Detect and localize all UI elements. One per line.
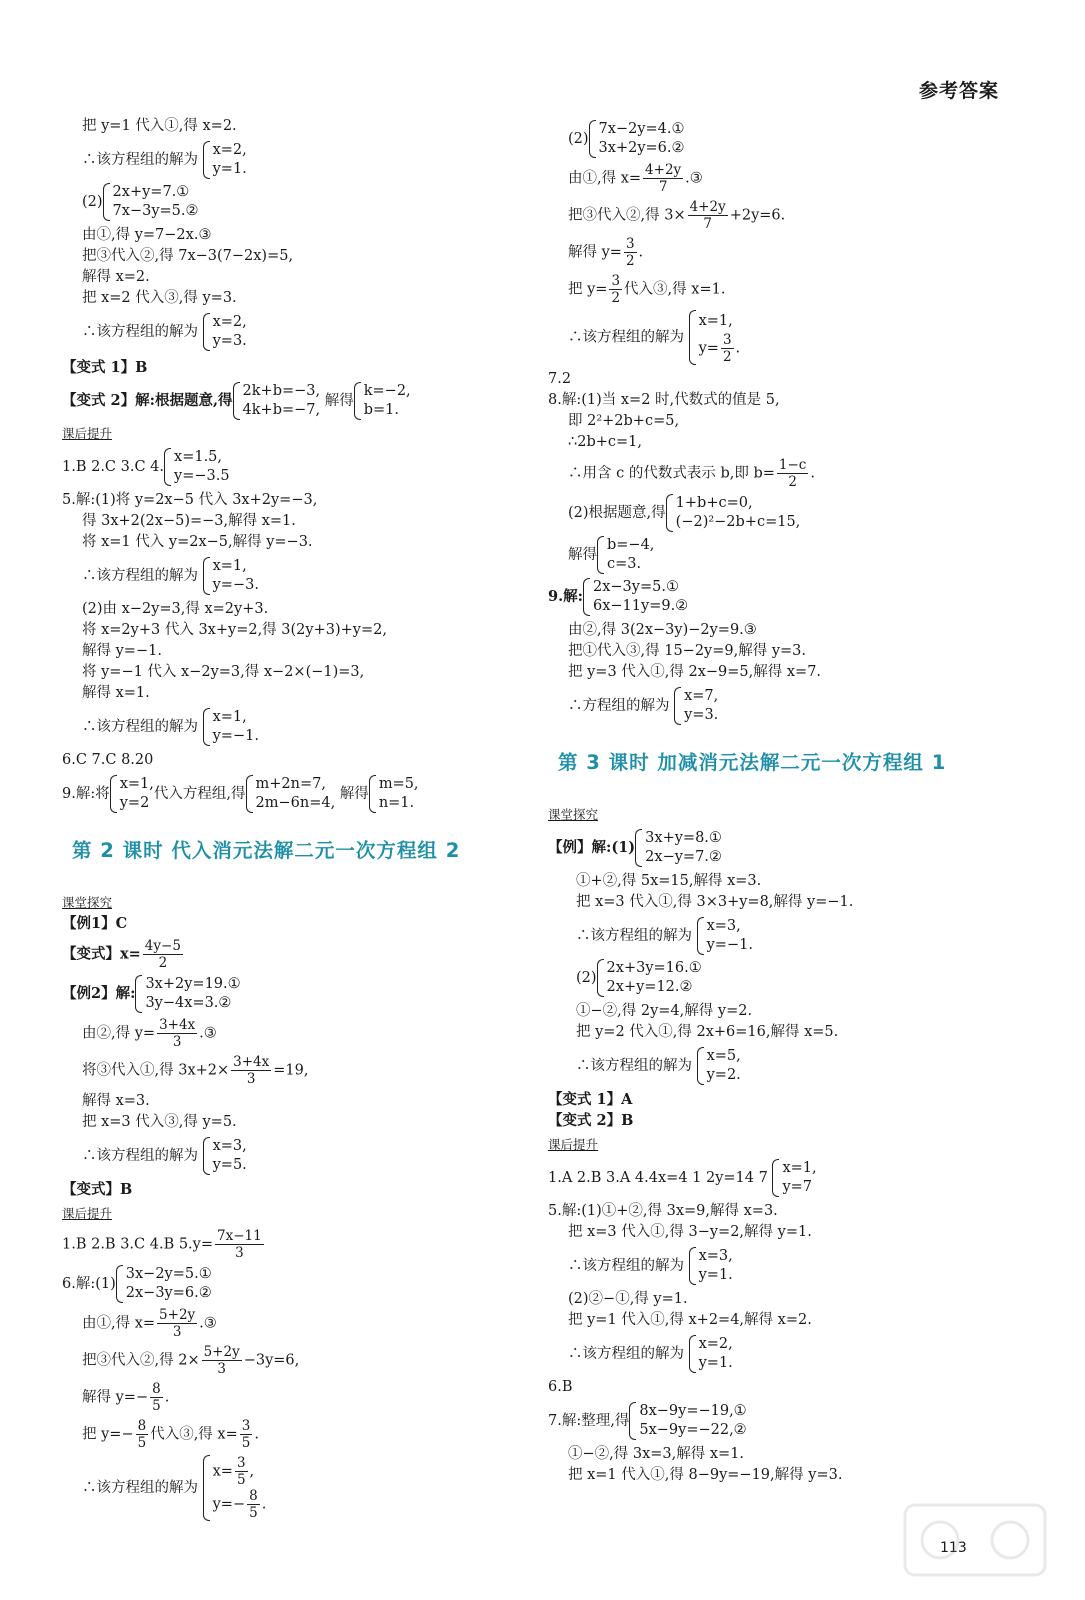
equation-system: 3x−2y=5.① 2x−3y=6.② <box>116 1265 212 1303</box>
text-line: 把 x=3 代入①,得 3−y=2,解得 y=1. <box>568 1224 812 1240</box>
solution-line: ∴该方程组的解为 x=1, y=−3. <box>82 558 259 593</box>
text-line: 把 x=1 代入①,得 8−9y=−19,解得 y=3. <box>568 1467 843 1483</box>
answer-line: 6.B <box>548 1379 573 1395</box>
solution-line: ∴该方程组的解为 x= $\frac{3}{5}$ , y=− $\frac{8}{5}$ . <box>82 1455 267 1521</box>
brace-icon <box>116 1265 123 1303</box>
answer-system: 6.解:(1) 3x−2y=5.① 2x−3y=6.② <box>62 1266 212 1301</box>
text-line: 5.解:(1)将 y=2x−5 代入 3x+2y=−3, <box>62 492 318 508</box>
fraction: $\frac{3}{2}$ <box>625 236 635 269</box>
text-line: 把 y=1 代入①,得 x=2. <box>82 118 237 134</box>
equation-system: b=−4, c=3. <box>597 536 654 574</box>
section-label: 课后提升 <box>62 1206 113 1221</box>
equation-system: x=1, y=−3. <box>203 557 259 595</box>
system-line: (2) 7x−2y=4.① 3x+2y=6.② <box>568 121 685 156</box>
lesson-title: 第 3 课时 加减消元法解二元一次方程组 1 <box>558 751 947 774</box>
brace-icon <box>103 183 110 221</box>
text-line: (2)由 x−2y=3,得 x=2y+3. <box>82 601 269 617</box>
text-line: 8.解:(1)当 x=2 时,代数式的值是 5, <box>548 392 780 408</box>
example-system: 【例】解:(1) 3x+y=8.① 2x−y=7.② <box>548 830 722 865</box>
text-line: 由①,得 x= $\frac{4+2y}{7}$ .③ <box>568 162 703 195</box>
text-line: 将③代入①,得 3x+2× $\frac{3+4x}{3}$ =19, <box>82 1054 309 1087</box>
equation-system: x=1, y=−1. <box>203 708 259 746</box>
text-line: ①−②,得 2y=4,解得 y=2. <box>576 1003 753 1019</box>
fraction: $\frac{8}{5}$ <box>249 1488 258 1521</box>
variant-answer: 【变式 1】A <box>548 1091 633 1108</box>
equation-system: x=1, y=7 <box>772 1159 816 1197</box>
fraction: $\frac{4+2y}{7}$ <box>645 162 682 195</box>
brace-icon <box>135 975 142 1013</box>
text-line: 5.解:(1)①+②,得 3x=9,解得 x=3. <box>548 1203 778 1219</box>
text-line: 解得 y=− $\frac{8}{5}$ . <box>82 1381 170 1414</box>
equation-system: x=2, y=3. <box>203 313 247 351</box>
section-label: 课堂探究 <box>62 895 113 910</box>
equation-system: x=5, y=2. <box>697 1047 741 1085</box>
brace-icon <box>635 829 642 867</box>
text-line: 解得 y=−1. <box>82 643 162 659</box>
brace-icon <box>164 448 171 486</box>
text-line: 由①,得 x= $\frac{5+2y}{3}$ .③ <box>82 1307 217 1340</box>
brace-icon <box>203 313 210 351</box>
text-line: 把③代入②,得 2× $\frac{5+2y}{3}$ −3y=6, <box>82 1344 300 1377</box>
section-label: 课后提升 <box>62 426 113 441</box>
left-column <box>62 116 530 1525</box>
brace-icon <box>203 1137 210 1175</box>
brace-icon <box>697 1047 704 1085</box>
text-line: 解得 x=1. <box>82 685 150 701</box>
equation-system: 2x−3y=5.① 6x−11y=9.② <box>583 578 688 616</box>
solution-line: ∴该方程组的解为 x=1, y=−1. <box>82 709 259 744</box>
text-line: ①−②,得 3x=3,解得 x=1. <box>568 1446 745 1462</box>
brace-icon <box>629 1402 636 1440</box>
equation-system: x=3, y=5. <box>203 1137 247 1175</box>
lesson-title: 第 2 课时 代入消元法解二元一次方程组 2 <box>72 839 461 862</box>
equation-system: x=2, y=1. <box>689 1335 733 1373</box>
text-line: 把 x=2 代入③,得 y=3. <box>82 290 237 306</box>
brace-icon <box>203 1455 210 1521</box>
solution-line: ∴该方程组的解为 x=1, y= $\frac{3}{2}$ . <box>548 310 1028 365</box>
text-line: 由①,得 y=7−2x.③ <box>82 227 212 243</box>
equation-system: 2x+y=7.① 7x−3y=5.② <box>103 183 199 221</box>
text-line: 得 3x+2(2x−5)=−3,解得 x=1. <box>82 513 296 529</box>
brace-icon <box>110 775 117 813</box>
solution-line: ∴该方程组的解为 x=3, y=5. <box>82 1138 247 1173</box>
section-label: 课后提升 <box>548 1137 599 1152</box>
system-line: (2) 2x+y=7.① 7x−3y=5.② <box>82 184 199 219</box>
text-line: 把 y=2 代入①,得 2x+6=16,解得 x=5. <box>576 1024 839 1040</box>
equation-system: 8x−9y=−19,① 5x−9y=−22,② <box>629 1402 746 1440</box>
system-line: (2) 2x+3y=16.① 2x+y=12.② <box>576 960 702 995</box>
section-label: 课堂探究 <box>548 807 599 822</box>
equation-system: x=3, y=1. <box>689 1247 733 1285</box>
solution-line: ∴该方程组的解为 x=2, y=1. <box>82 142 247 177</box>
equation-system: k=−2, b=1. <box>354 382 411 420</box>
brace-icon <box>666 494 673 532</box>
fraction: $\frac{8}{5}$ <box>137 1418 147 1451</box>
text-line: ∴用含 c 的代数式表示 b,即 b= $\frac{1-c}{2}$ . <box>568 457 815 490</box>
fraction: $\frac{5+2y}{3}$ <box>159 1307 196 1340</box>
brace-icon <box>589 120 596 158</box>
answer-line: 1.A 2.B 3.A 4.4x=4 1 2y=14 7 x=1, y=7 <box>548 1160 817 1195</box>
equation-system: x= $\frac{3}{5}$ , y=− $\frac{8}{5}$ . <box>203 1455 267 1521</box>
fraction: $\frac{5+2y}{3}$ <box>203 1344 240 1377</box>
brace-icon <box>772 1159 779 1197</box>
solution-line: ∴该方程组的解为 x=2, y=3. <box>82 314 247 349</box>
equation-system: x=7, y=3. <box>674 687 718 725</box>
equation-system: x=1.5, y=−3.5 <box>164 448 230 486</box>
brace-icon <box>203 141 210 179</box>
equation-system: x=1, y=2 <box>110 775 154 813</box>
text-line: 将 y=−1 代入 x−2y=3,得 x−2×(−1)=3, <box>82 664 365 680</box>
variant-answer: 【变式】x= $\frac{4y-5}{2}$ <box>62 938 181 971</box>
example-answer: 【例1】C <box>62 915 128 932</box>
equation-system: m+2n=7, 2m−6n=4, <box>246 775 336 813</box>
page-number: 113 <box>940 1540 967 1556</box>
text-line: 解得 x=3. <box>82 1093 150 1109</box>
system-line: (2)根据题意,得 1+b+c=0, (−2)²−2b+c=15, <box>568 495 801 530</box>
text-line: 解得 y= $\frac{3}{2}$ . <box>568 236 644 269</box>
text-line: 把③代入②,得 3× $\frac{4+2y}{7}$ +2y=6. <box>568 199 786 232</box>
text-line: 把 y= $\frac{3}{2}$ 代入③,得 x=1. <box>568 273 726 306</box>
fraction: $\frac{3}{2}$ <box>722 332 732 365</box>
brace-icon <box>689 310 696 365</box>
watermark-logo-icon <box>900 1500 1050 1580</box>
answer-line: 6.C 7.C 8.20 <box>62 752 154 768</box>
text-line: 由②,得 y= $\frac{3+4x}{3}$ .③ <box>82 1017 217 1050</box>
equation-system: x=1, y= $\frac{3}{2}$ . <box>689 310 741 365</box>
text-line: 将 x=2y+3 代入 3x+y=2,得 3(2y+3)+y=2, <box>82 622 387 638</box>
right-column <box>548 116 1028 1486</box>
fraction: $\frac{3+4x}{3}$ <box>159 1017 196 1050</box>
text-line: 把 y=− $\frac{8}{5}$ 代入③,得 x= $\frac{3}{5}$ . <box>82 1418 259 1451</box>
solution-line: ∴方程组的解为 x=7, y=3. <box>568 688 719 723</box>
equation-system: m=5, n=1. <box>369 775 419 813</box>
variant-answer: 【变式 2】B <box>548 1112 634 1129</box>
solution-line: ∴该方程组的解为 x=5, y=2. <box>576 1048 741 1083</box>
text-line: 即 2²+2b+c=5, <box>568 413 680 429</box>
answer-line: 1.B 2.C 3.C 4. x=1.5, y=−3.5 <box>62 449 230 484</box>
solution-line: 解得 b=−4, c=3. <box>568 537 655 572</box>
answer-system: 9.解: 2x−3y=5.① 6x−11y=9.② <box>548 579 689 614</box>
brace-icon <box>689 1247 696 1285</box>
fraction: $\frac{3}{5}$ <box>241 1418 251 1451</box>
solution-line: ∴该方程组的解为 x=3, y=−1. <box>576 918 753 953</box>
text-line: 将 x=1 代入 y=2x−5,解得 y=−3. <box>82 534 313 550</box>
equation-system: 3x+2y=19.① 3y−4x=3.② <box>135 975 240 1013</box>
equation-system: x=2, y=1. <box>203 141 247 179</box>
solution-line: ∴该方程组的解为 x=2, y=1. <box>568 1336 733 1371</box>
answer-system: 7.解:整理,得 8x−9y=−19,① 5x−9y=−22,② <box>548 1403 747 1438</box>
brace-icon <box>597 959 604 997</box>
text-line: 把 y=3 代入①,得 2x−9=5,解得 x=7. <box>568 664 822 680</box>
fraction: $\frac{3}{2}$ <box>611 273 621 306</box>
answer-line: 7.2 <box>548 371 572 387</box>
equation-system: 2k+b=−3, 4k+b=−7, <box>233 382 321 420</box>
fraction: $\frac{4y-5}{2}$ <box>144 938 181 971</box>
equation-system: 7x−2y=4.① 3x+2y=6.② <box>589 120 685 158</box>
variant-answer: 【变式】B <box>62 1181 133 1198</box>
equation-system: 3x+y=8.① 2x−y=7.② <box>635 829 722 867</box>
fraction: $\frac{4+2y}{7}$ <box>689 199 726 232</box>
text-line: ①+②,得 5x=15,解得 x=3. <box>576 873 762 889</box>
solution-line: ∴该方程组的解为 x=3, y=1. <box>568 1248 733 1283</box>
text-line: 把 x=3 代入①,得 3×3+y=8,解得 y=−1. <box>576 894 854 910</box>
equation-system: 2x+3y=16.① 2x+y=12.② <box>597 959 702 997</box>
brace-icon <box>369 775 376 813</box>
fraction: $\frac{1-c}{2}$ <box>778 457 807 490</box>
fraction: $\frac{8}{5}$ <box>152 1381 161 1414</box>
brace-icon <box>597 536 604 574</box>
fraction: $\frac{3+4x}{3}$ <box>233 1054 270 1087</box>
brace-icon <box>583 578 590 616</box>
brace-icon <box>203 708 210 746</box>
text-line: 由②,得 3(2x−3y)−2y=9.③ <box>568 622 757 638</box>
brace-icon <box>697 917 704 955</box>
text-line: 把 y=1 代入①,得 x+2=4,解得 x=2. <box>568 1312 812 1328</box>
answer-line: 1.B 2.B 3.C 4.B 5.y= $\frac{7x-11}{3}$ <box>62 1228 262 1261</box>
brace-icon <box>246 775 253 813</box>
brace-icon <box>354 382 361 420</box>
example-system: 【例2】解: 3x+2y=19.① 3y−4x=3.② <box>62 976 241 1011</box>
answer-line: 9.解:将 x=1, y=2 代入方程组,得 m+2n=7, 2m−6n=4, 解得 m=5, n=1. <box>62 776 419 811</box>
brace-icon <box>203 557 210 595</box>
text-line: 解得 x=2. <box>82 269 150 285</box>
equation-system: x=3, y=−1. <box>697 917 753 955</box>
text-line: ∴2b+c=1, <box>568 434 642 450</box>
page-header-title: 参考答案 <box>918 80 999 102</box>
brace-icon <box>233 382 240 420</box>
text-line: 把③代入②,得 7x−3(7−2x)=5, <box>82 248 294 264</box>
variant-answer: 【变式 2】解:根据题意,得 2k+b=−3, 4k+b=−7, 解得 k=−2, b=1. <box>62 383 411 418</box>
text-line: 把 x=3 代入③,得 y=5. <box>82 1114 237 1130</box>
brace-icon <box>674 687 681 725</box>
text-line: 把①代入③,得 15−2y=9,解得 y=3. <box>568 643 807 659</box>
brace-icon <box>689 1335 696 1373</box>
variant-answer: 【变式 1】B <box>62 359 148 376</box>
fraction: $\frac{3}{5}$ <box>236 1455 246 1488</box>
fraction: $\frac{7x-11}{3}$ <box>217 1228 262 1261</box>
text-line: (2)②−①,得 y=1. <box>568 1291 688 1307</box>
equation-system: 1+b+c=0, (−2)²−2b+c=15, <box>666 494 801 532</box>
